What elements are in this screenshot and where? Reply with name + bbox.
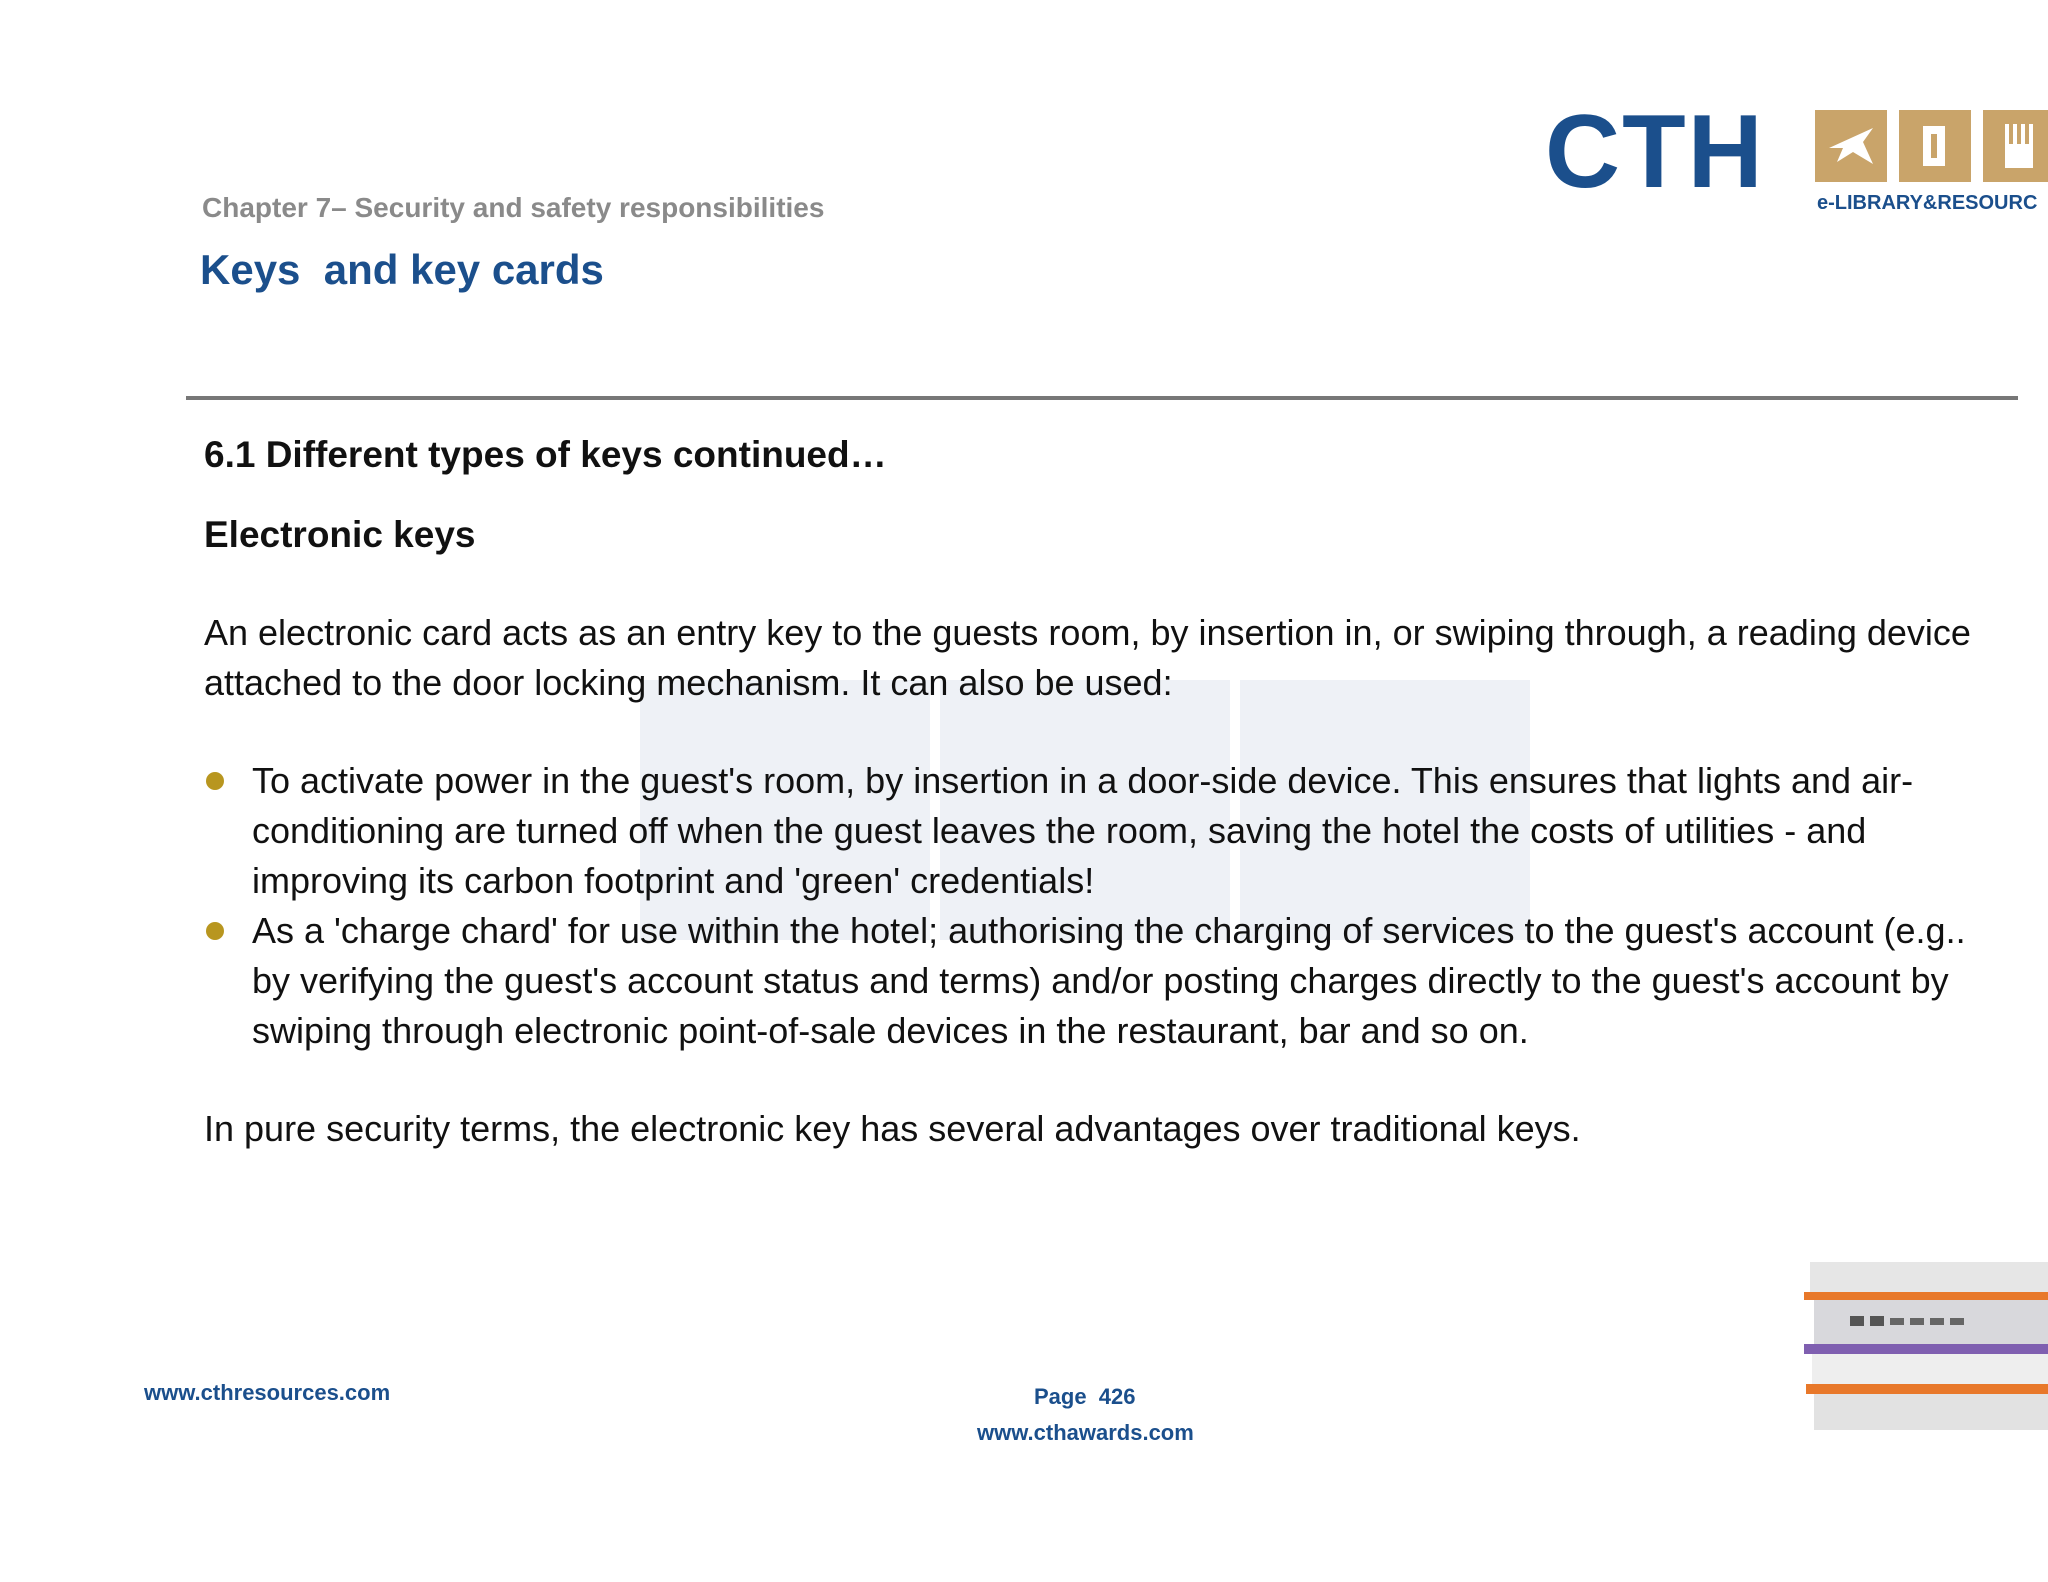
footer-resources-link[interactable]: www.cthresources.com — [144, 1380, 391, 1405]
list-item — [204, 756, 2004, 906]
footer-awards-link[interactable]: www.cthawards.com — [977, 1420, 1194, 1445]
cth-logo — [1545, 94, 2048, 220]
logo-subtitle: e-LIBRARY&RESOURC — [1817, 192, 2038, 214]
fork-knife-icon — [1983, 110, 2048, 182]
list-item — [204, 906, 2004, 1056]
airplane-icon — [1815, 110, 1887, 182]
intro-paragraph: An electronic card acts as an entry key to the guests room, by insertion in, or swiping through, a reading device attached to the door locking mechanism. It can also be used: — [204, 612, 1971, 703]
main-content — [204, 430, 2004, 1154]
closing-paragraph: In pure security terms, the electronic key has several advantages over traditional keys. — [204, 1108, 1581, 1149]
sub-heading: Electronic keys — [204, 514, 476, 555]
header-divider — [186, 396, 2018, 400]
building-icon — [1899, 110, 1971, 182]
section-heading: 6.1 Different types of keys continued… — [204, 434, 887, 475]
list-item-text: To activate power in the guest's room, by insertion in a door-side device. This ensures that lights and air-conditioning are turned off when the guest leaves the room, saving the hotel the costs of utilities - and improving its carbon footprint and 'green' credentials! — [252, 760, 1914, 901]
bullet-icon — [206, 772, 224, 790]
page-number: Page 426 — [1034, 1384, 1136, 1409]
page-title: Keys and key cards — [200, 246, 604, 293]
bullet-icon — [206, 922, 224, 940]
logo-tiles — [1815, 110, 2048, 182]
bullet-list — [204, 756, 2004, 1056]
list-item-text: As a 'charge chard' for use within the hotel; authorising the charging of services to the guest's account (e.g.. by verifying the guest's account status and terms) and/or posting charges directly to the guest's account by swiping through electronic point-of-sale devices in the restaurant, bar and so on. — [252, 910, 1966, 1051]
books-image — [1800, 1262, 2048, 1432]
logo-text: CTH — [1545, 94, 1765, 210]
chapter-label: Chapter 7– Security and safety responsibilities — [202, 192, 825, 223]
